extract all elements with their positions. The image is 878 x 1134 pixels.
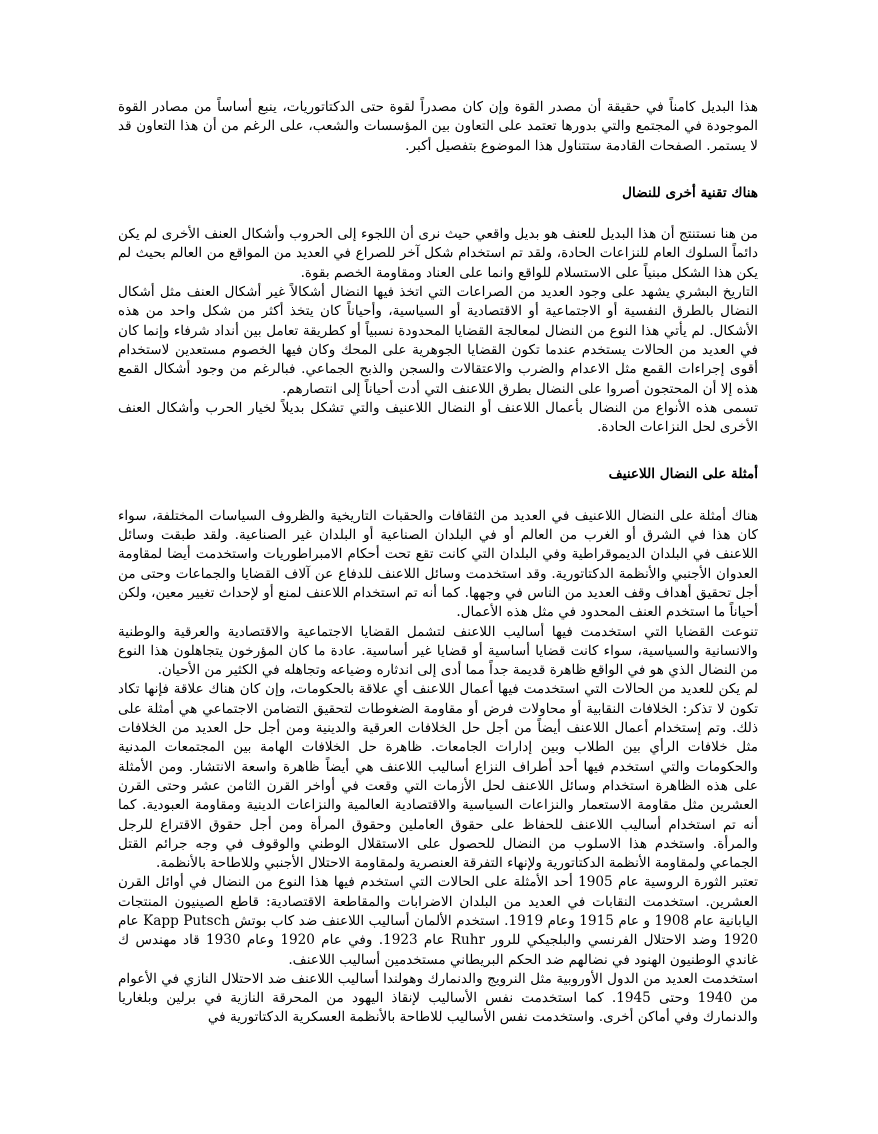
document-body <box>118 98 758 1028</box>
intro-paragraph: هذا البديل كامناً في حقيقة أن مصدر القوة وإن كان مصدراً لقوة حتى الدكتاتوريات، ينبع أساساً من مصادر القوة الموجودة في المجتمع والتي بدورها تعتمد على التعاون بين المؤسسات والشعب، على الرغم من أن هذا التعاون قد لا يستمر. الصفحات القادمة ستتناول هذا الموضوع بتفصيل أكبر. <box>118 99 758 154</box>
section-heading-another-technique: هناك تقنية أخرى للنضال <box>622 184 758 201</box>
paragraph: استخدمت العديد من الدول الأوروبية مثل النرويج والدنمارك وهولندا أساليب اللاعنف ضد الاحتلال النازي في الأعوام من 1940 وحتى 1945. كما استخدمت نفس الأساليب لإنقاذ اليهود من المحرقة النازية في برلين وبلغاريا والدنمارك وفي أماكن أخرى. واستخدمت نفس الأساليب للاطاحة بالأنظمة العسكرية الدكتاتورية في <box>118 970 758 1026</box>
paragraph: لم يكن للعديد من الحالات التي استخدمت فيها أعمال اللاعنف أي علاقة بالحكومات، وإن كان هناك علاقة فإنها تكاد تكون لا تذكر: الخلافات النقابية أو محاولات فرض أو مقاومة الضغوطات لتحقيق التضامن الاجتماعي هي أمثلة على ذلك. وتم إستخدام أعمال اللاعنف أيضاً من أجل حل الخلافات العرقية والدينية ومن أجل حل العديد من الخلافات مثل خلافات الرأي بين الطلاب وبين إدارات الجامعات. ظاهرة حل الخلافات الهامة بين المجتمعات المدنية والحكومات والتي استخدم فيها أحد أطراف النزاع أساليب اللاعنف هي أيضاً ظاهرة واسعة الانتشار. ومن الأمثلة على هذه الظاهرة استخدام وسائل اللاعنف لحل الأزمات التي وقعت في أواخر القرن الثامن عشر وحتى القرن العشرين مثل مقاومة الاستعمار والنزاعات السياسية والاقتصادية العالمية والنزاعات الدينية ومقاومة العبودية. كما أنه تم استخدام أساليب اللاعنف للحفاظ على حقوق العاملين وحقوق المرأة ومن أجل حقوق الاقتراع للرجل والمرأة. واستخدم هذا الاسلوب من النضال للحصول على الاستقلال الوطني والوقوف في وجه جرائم القتل الجماعي ولمقاومة الأنظمة الدكتاتورية ولإنهاء التفرقة العنصرية ولمقاومة الاحتلال الأجنبي وللاطاحة بالأنظمة. <box>118 681 758 872</box>
section-heading-examples: أمثلة على النضال اللاعنيف <box>608 466 758 483</box>
paragraph: التاريخ البشري يشهد على وجود العديد من الصراعات التي اتخذ فيها النضال أشكالاً غير أشكال العنف مثل أشكال النضال بالطرق النفسية أو الاجتماعية أو الاقتصادية أو السياسية، وأحياناً كان يتخذ أكثر من شكل واحد من هذه الأشكال. لم يأتي هذا النوع من النضال لمعالجة القضايا المحدودة نسبياً أو كطريقة تعامل بين أنداد شرفاء وإنما كان في العديد من الحالات يستخدم عندما تكون القضايا الجوهرية على المحك وكان فيها الخصوم مستعدين لاستخدام أقوى إجراءات القمع مثل الاعدام والضرب والاعتقالات والسجن والذبح الجماعي. فبالرغم من وجود أشكال القمع هذه إلا أن المحتجون أصروا على النضال بطرق اللاعنف التي أدت أحياناً إلى انتصارهم. <box>118 284 758 397</box>
paragraph: تنوعت القضايا التي استخدمت فيها أساليب اللاعنف لتشمل القضايا الاجتماعية والاقتصادية والعرقية والوطنية والانسانية والسياسية، سواء كانت قضايا أساسية أو قضايا غير أساسية. عادة ما كان المؤرخون يتجاهلون هذا النوع من النضال الذي هو في الواقع ظاهرة قديمة جداً مما أدى إلى اندثاره وضياعه وتجاهله في الكثير من الأحيان. <box>118 623 758 679</box>
paragraph: تسمى هذه الأنواع من النضال بأعمال اللاعنف أو النضال اللاعنيف والتي تشكل بديلاً لخيار الحرب وأشكال العنف الأخرى لحل النزاعات الحادة. <box>118 399 758 436</box>
paragraph: هناك أمثلة على النضال اللاعنيف في العديد من الثقافات والحقبات التاريخية والظروف السياسات المختلفة، سواء كان هذا في الشرق أو الغرب من العالم أو في البلدان الصناعية أو البلدان غير الصناعية. ولقد طبقت وسائل اللاعنف في البلدان الديموقراطية وفي البلدان التي كانت تقع تحت أحكام الامبراطوريات واستخدمت أيضا لمقاومة العدوان الأجنبي والأنظمة الدكتاتورية. وقد استخدمت وسائل اللاعنف للدفاع عن آلاف القضايا والجماعات وحتى من أجل تحقيق أهداف وقف العديد من الناس في وجهها. كما أنه تم استخدام اللاعنف لمنع أو لإحداث تغيير معين، ولكن أحياناً ما استخدم العنف المحدود في مثل هذه الأعمال. <box>118 507 758 621</box>
paragraph: من هنا نستنتج أن هذا البديل للعنف هو بديل واقعي حيث نرى أن اللجوء إلى الحروب وأشكال العنف الأخرى لم يكن دائماً السلوك العام للنزاعات الحادة، ولقد تم استخدام شكل آخر للصراع في العديد من المواقع من العالم بحيث لم يكن هذا الشكل مبنياً على الاستسلام للواقع وانما على العناد ومقاومة الخصم بقوة. <box>118 226 758 281</box>
paragraph: تعتبر الثورة الروسية عام 1905 أحد الأمثلة على الحالات التي استخدم فيها هذا النوع من النضال في أوائل القرن العشرين. استخدمت النقابات في العديد من البلدان الاضرابات والمقاطعة الاقتصادية: قاطع الصينيون المنتجات اليابانية عام 1908 و عام 1915 وعام 1919. استخدم الألمان أساليب اللاعنف ضد كاب بوتش Kapp Putsch عام 1920 وضد الاحتلال الفرنسي والبلجيكي للرور Ruhr عام 1923. وفي عام 1920 وعام 1930 قاد مهندس ك غاندي الوطنيون الهنود في نضالهم ضد الحكم البريطاني مستخدمين أساليب اللاعنف. <box>118 874 758 968</box>
